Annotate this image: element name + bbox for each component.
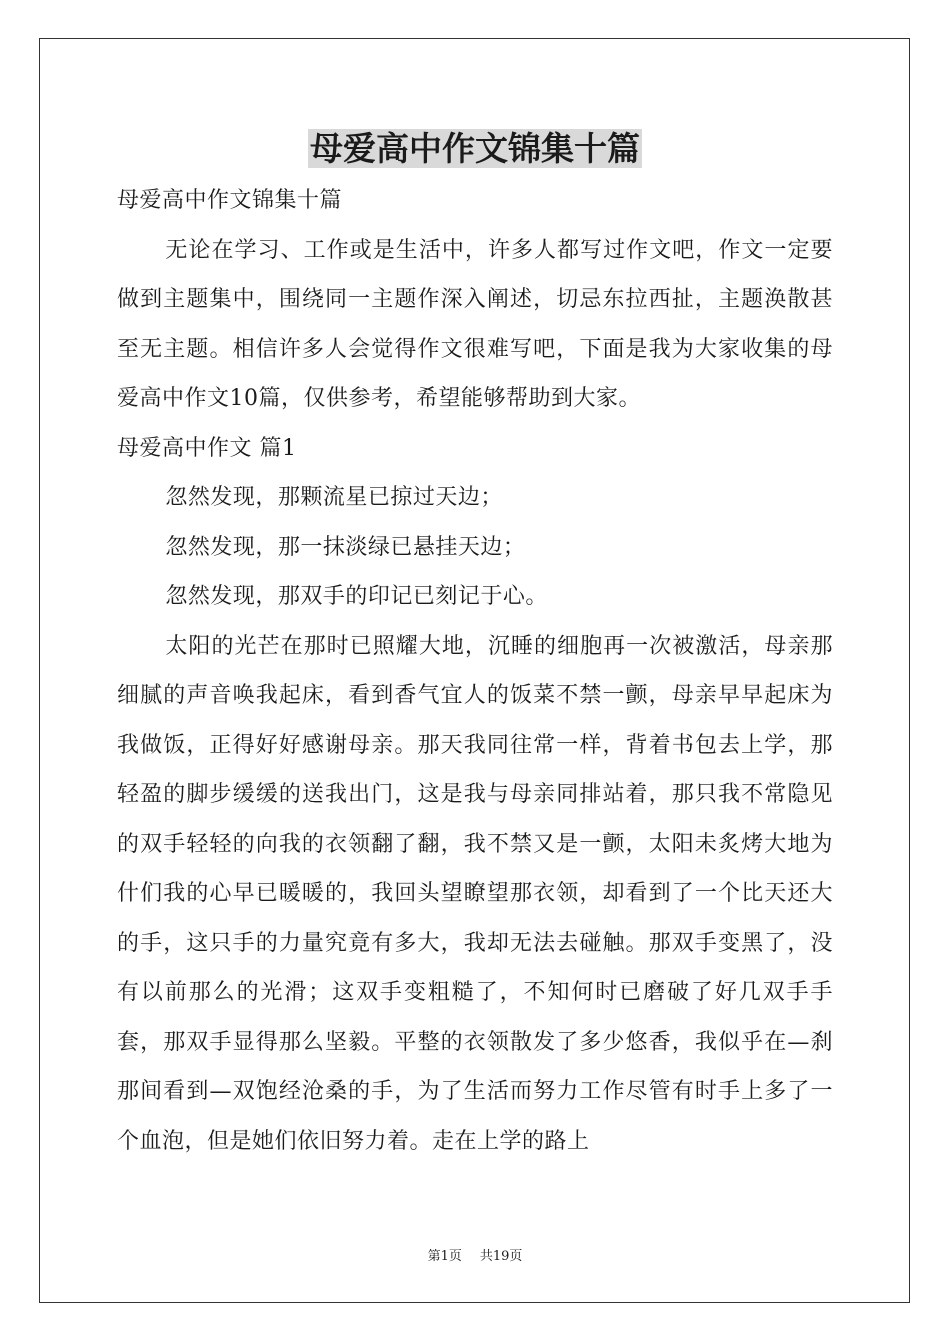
document-body — [117, 176, 833, 1166]
poem-line-1: 忽然发现，那颗流星已掠过天边； — [165, 485, 503, 510]
poem-line-2: 忽然发现，那一抹淡绿已悬挂天边； — [165, 534, 526, 560]
section-heading: 母爱高中作文 篇1 — [117, 435, 297, 461]
subtitle-paragraph: 母爱高中作文锦集十篇 — [117, 188, 343, 213]
body-paragraph: 太阳的光芒在那时已照耀大地，沉睡的细胞再一次被激活，母亲那细腻的声音唤我起床，看到香气宜人的饭菜不禁一颤，母亲早早起床为我做饭，正得好好感谢母亲。那天我同往常一样，背着书包去上学，那轻盈的脚步缓缓的送我出门，这是我与母亲同排站着，那只我不常隐见的双手轻轻的向我的衣领翻了翻，我不禁又是一颤，太阳未炙烤大地为什们我的心早已暖暖的，我回头望瞭望那衣领，却看到了一个比天还大的手，这只手的力量究竟有多大，我却无法去碰触。那双手变黑了，没有以前那么的光滑；这双手变粗糙了，不知何时已磨破了好几双手手套，那双手显得那么坚毅。平整的衣领散发了多少悠香，我似乎在—刹那间看到—双饱经沧桑的手，为了生活而努力工作尽管有时手上多了一个血泡，但是她们依旧努力着。走在上学的路上 — [117, 633, 833, 1154]
document-title-text: 母爱高中作文锦集十篇 — [310, 129, 640, 168]
page-footer — [0, 1247, 950, 1267]
intro-paragraph: 无论在学习、工作或是生活中，许多人都写过作文吧，作文一定要做到主题集中，围绕同一主题作深入阐述，切忌东拉西扯，主题涣散甚至无主题。相信许多人会觉得作文很难写吧，下面是我为大家收集的母爱高中作文10篇，仅供参考，希望能够帮助到大家。 — [117, 237, 833, 411]
poem-line-3: 忽然发现，那双手的印记已刻记于心。 — [165, 584, 548, 609]
page-total: 共19页 — [479, 1249, 523, 1264]
page-number: 第1页 — [427, 1249, 462, 1264]
document-title — [0, 126, 950, 172]
